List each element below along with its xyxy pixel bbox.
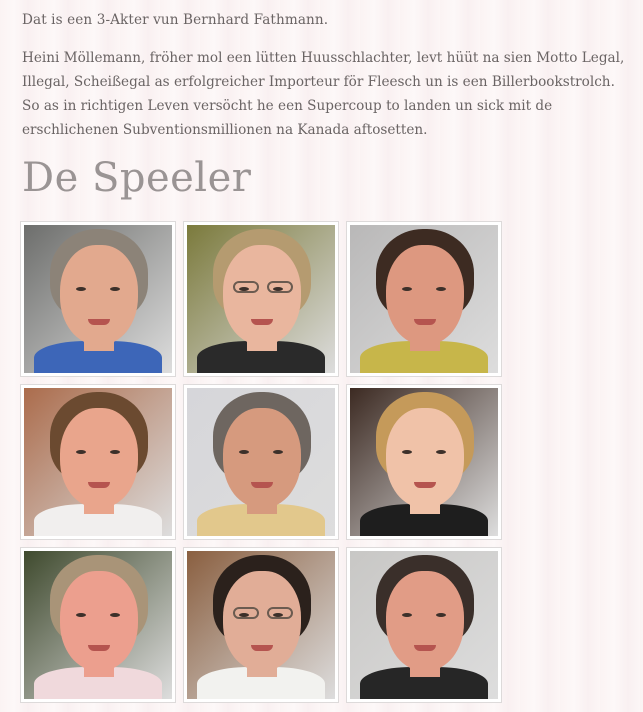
photo-eye: [76, 613, 86, 617]
photo-eye: [436, 287, 446, 291]
photo-eye: [110, 613, 120, 617]
photo-mouth: [88, 482, 110, 488]
player-photo-6: [350, 388, 498, 536]
photo-glasses: [233, 607, 259, 619]
player-photo-frame[interactable]: [20, 221, 176, 377]
photo-mouth: [414, 482, 436, 488]
player-photo-1: [24, 225, 172, 373]
photo-eye: [76, 287, 86, 291]
photo-eye: [402, 287, 412, 291]
photo-face: [60, 245, 138, 345]
photo-mouth: [88, 645, 110, 651]
player-photo-7: [24, 551, 172, 699]
player-photo-frame[interactable]: [183, 384, 339, 540]
page-content: [22, 0, 632, 202]
player-photo-frame[interactable]: [183, 547, 339, 703]
photo-face: [223, 408, 301, 508]
photo-face: [60, 408, 138, 508]
player-photo-frame[interactable]: [346, 384, 502, 540]
photo-eye: [110, 287, 120, 291]
photo-face: [223, 571, 301, 671]
player-photo-2: [187, 225, 335, 373]
player-photo-4: [24, 388, 172, 536]
photo-eye: [273, 450, 283, 454]
photo-eye: [239, 450, 249, 454]
player-photo-3: [350, 225, 498, 373]
player-photo-frame[interactable]: [20, 547, 176, 703]
photo-glasses: [267, 607, 293, 619]
player-photo-5: [187, 388, 335, 536]
photo-mouth: [414, 645, 436, 651]
photo-face: [386, 245, 464, 345]
player-photo-frame[interactable]: [183, 221, 339, 377]
photo-mouth: [251, 482, 273, 488]
player-photo-frame[interactable]: [346, 221, 502, 377]
photo-eye: [436, 450, 446, 454]
photo-eye: [436, 613, 446, 617]
photo-mouth: [251, 645, 273, 651]
photo-eye: [402, 450, 412, 454]
photo-mouth: [251, 319, 273, 325]
photo-eye: [110, 450, 120, 454]
player-photo-frame[interactable]: [346, 547, 502, 703]
photo-eye: [402, 613, 412, 617]
photo-mouth: [88, 319, 110, 325]
story-text: Heini Möllemann, fröher mol een lütten Huusschlachter, levt hüüt na sien Motto Legal, Illegal, Scheißegal as erfolgreicher Importeur för Fleesch un is een Billerbookstrolch. So as in richtigen Leven versöcht he een Supercoup to landen un sick mit de erschlichenen Subventionsmillionen na Kanada aftosetten.: [22, 50, 625, 138]
photo-eye: [76, 450, 86, 454]
intro-text: Dat is een 3-Akter vun Bernhard Fathmann.: [22, 12, 329, 28]
photo-face: [386, 408, 464, 508]
photo-face: [386, 571, 464, 671]
photo-face: [60, 571, 138, 671]
photo-face: [223, 245, 301, 345]
section-title: De Speeler: [22, 155, 252, 201]
player-photo-9: [350, 551, 498, 699]
photo-mouth: [414, 319, 436, 325]
player-photo-frame[interactable]: [20, 384, 176, 540]
photo-glasses: [233, 281, 259, 293]
player-photo-8: [187, 551, 335, 699]
photo-glasses: [267, 281, 293, 293]
